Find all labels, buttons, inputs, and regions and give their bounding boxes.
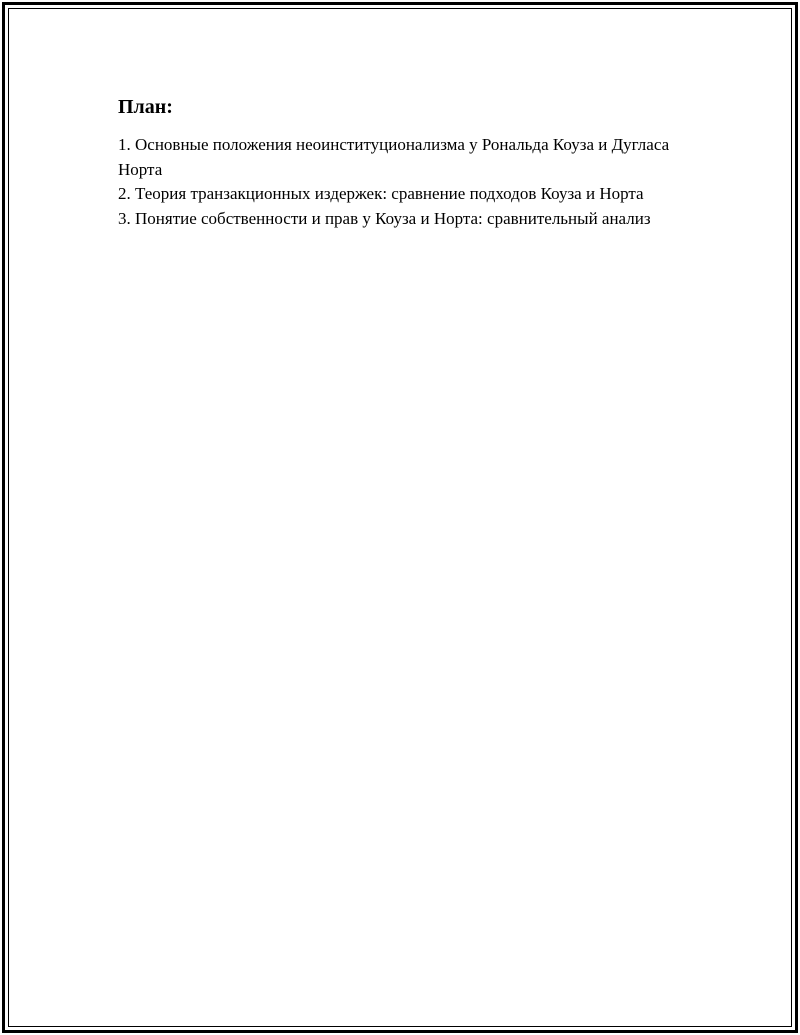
plan-item-3: 3. Понятие собственности и прав у Коуза и Норта: сравнительный анализ [118,208,651,228]
plan-item-1: 1. Основные положения неоинституционализма у Рональда Коуза и Дугласа Норта [118,135,670,179]
plan-item-2: 2. Теория транзакционных издержек: сравнение подходов Коуза и Норта [118,184,644,203]
page-content [118,95,678,231]
plan-heading: План: [118,96,173,118]
plan-list [118,133,678,231]
